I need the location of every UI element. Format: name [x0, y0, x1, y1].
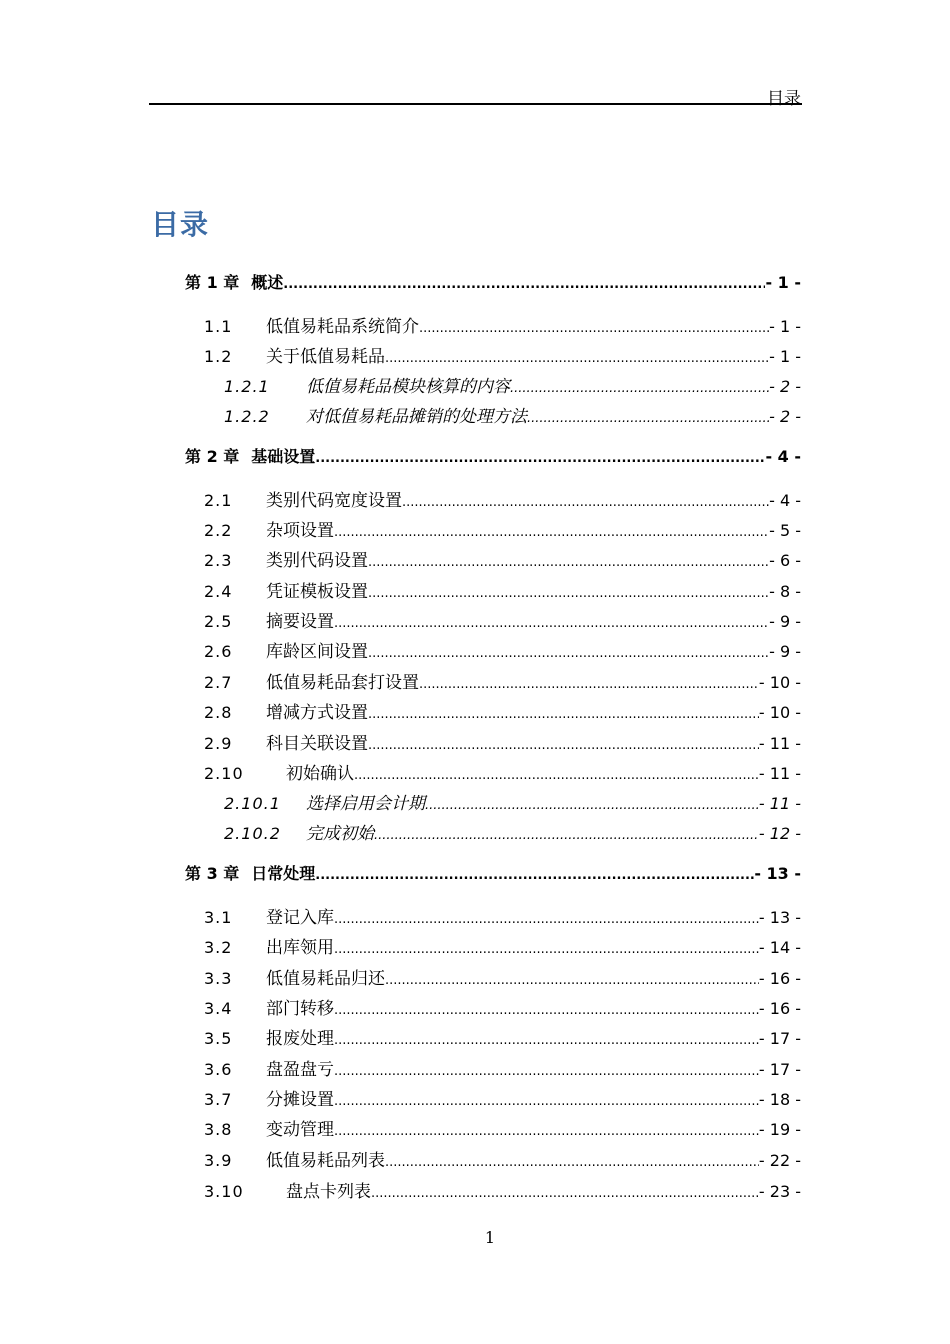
toc-entry-label: 类别代码设置	[266, 551, 368, 570]
toc-dot-leader	[402, 495, 769, 510]
toc-entry-section[interactable]	[204, 607, 801, 631]
toc-entry-label: 低值易耗品模块核算的内容	[306, 377, 510, 396]
toc-entry-page: - 5 -	[769, 521, 801, 540]
toc-dot-leader	[385, 973, 759, 988]
toc-entry-page: - 8 -	[769, 582, 801, 601]
toc-entry-page: - 1 -	[765, 273, 801, 292]
header-title: 目录	[767, 89, 801, 109]
toc-entry-number: 3.5	[204, 1029, 233, 1048]
toc-dot-leader	[315, 868, 754, 883]
toc-entry-page: - 6 -	[769, 551, 801, 570]
toc-entry-number: 2.10.1	[224, 794, 281, 813]
toc-dot-leader	[419, 677, 759, 692]
toc-entry-section[interactable]	[204, 698, 801, 722]
toc-entry-label: 库龄区间设置	[266, 642, 368, 661]
toc-entry-section[interactable]	[204, 933, 801, 957]
toc-entry-page: - 23 -	[758, 1182, 801, 1201]
toc-entry-label: 基础设置	[251, 447, 316, 466]
toc-entry-number: 3.3	[204, 969, 233, 988]
toc-entry-label: 摘要设置	[266, 612, 334, 631]
toc-entry-section[interactable]	[204, 1024, 801, 1048]
toc-entry-label: 报废处理	[266, 1029, 334, 1048]
toc-entry-section[interactable]	[204, 903, 801, 927]
toc-entry-page: - 1 -	[769, 317, 801, 336]
toc-entry-page: - 14 -	[758, 938, 801, 957]
toc-entry-page: - 18 -	[758, 1090, 801, 1109]
toc-dot-leader	[334, 525, 769, 540]
toc-entry-section[interactable]	[204, 486, 801, 510]
toc-entry-number: 2.10	[204, 764, 244, 783]
header-rule	[149, 103, 802, 105]
toc-dot-leader	[368, 646, 769, 661]
toc-entry-number: 3.9	[204, 1151, 233, 1170]
toc-entry-page: - 2 -	[769, 407, 801, 426]
toc-entry-label: 盘点卡列表	[286, 1182, 371, 1201]
toc-entry-page: - 13 -	[754, 864, 801, 883]
toc-entry-page: - 11 -	[758, 764, 801, 783]
toc-dot-leader	[334, 616, 769, 631]
toc-dot-leader	[315, 451, 765, 466]
toc-dot-leader	[368, 586, 769, 601]
toc-entry-label: 概述	[251, 273, 284, 292]
toc-entry-section[interactable]	[204, 1115, 801, 1139]
toc-dot-leader	[510, 381, 769, 396]
toc-entry-label: 出库领用	[266, 938, 334, 957]
toc-dot-leader	[368, 707, 759, 722]
toc-entry-number: 第 3 章	[185, 864, 240, 883]
toc-dot-leader	[371, 1186, 759, 1201]
toc-entry-number: 第 2 章	[185, 447, 240, 466]
toc-entry-number: 3.1	[204, 908, 233, 927]
toc-entry-page: - 16 -	[758, 999, 801, 1018]
toc-entry-page: - 16 -	[758, 969, 801, 988]
toc-dot-leader	[368, 738, 759, 753]
toc-entry-number: 2.9	[204, 734, 233, 753]
toc-dot-leader	[419, 321, 769, 336]
toc-entry-section[interactable]	[204, 994, 801, 1018]
toc-entry-section[interactable]	[204, 546, 801, 570]
toc-entry-label: 科目关联设置	[266, 734, 368, 753]
toc-entry-section[interactable]	[204, 516, 801, 540]
toc-entry-label: 日常处理	[251, 864, 316, 883]
toc-entry-page: - 10 -	[758, 673, 801, 692]
toc-entry-number: 1.2.1	[224, 377, 270, 396]
toc-entry-label: 类别代码宽度设置	[266, 491, 402, 510]
toc-entry-section[interactable]	[204, 668, 801, 692]
toc-entry-section[interactable]	[204, 759, 801, 783]
toc-entry-page: - 9 -	[769, 612, 801, 631]
toc-entry-number: 3.7	[204, 1090, 233, 1109]
toc-entry-page: - 17 -	[758, 1060, 801, 1079]
toc-entry-section[interactable]	[204, 342, 801, 366]
toc-entry-page: - 19 -	[758, 1120, 801, 1139]
toc-entry-page: - 17 -	[758, 1029, 801, 1048]
toc-entry-section[interactable]	[204, 964, 801, 988]
toc-entry-chapter[interactable]	[185, 270, 801, 294]
toc-entry-label: 分摊设置	[266, 1090, 334, 1109]
toc-entry-page: - 11 -	[758, 794, 801, 813]
toc-entry-number: 3.6	[204, 1060, 233, 1079]
toc-dot-leader	[334, 1033, 759, 1048]
toc-entry-label: 选择启用会计期	[306, 794, 425, 813]
toc-entry-number: 1.2	[204, 347, 233, 366]
toc-entry-section[interactable]	[204, 729, 801, 753]
toc-entry-section[interactable]	[204, 637, 801, 661]
toc-dot-leader	[527, 411, 769, 426]
toc-entry-chapter[interactable]	[185, 444, 801, 468]
toc-dot-leader	[385, 351, 769, 366]
toc-dot-leader	[354, 768, 759, 783]
toc-entry-number: 2.7	[204, 673, 233, 692]
toc-entry-page: - 11 -	[758, 734, 801, 753]
toc-dot-leader	[425, 798, 759, 813]
toc-dot-leader	[334, 1124, 759, 1139]
toc-entry-label: 低值易耗品系统简介	[266, 317, 419, 336]
toc-entry-number: 2.10.2	[224, 824, 281, 843]
toc-dot-leader	[368, 555, 769, 570]
toc-entry-label: 增减方式设置	[266, 703, 368, 722]
toc-dot-leader	[385, 1155, 759, 1170]
toc-entry-page: - 22 -	[758, 1151, 801, 1170]
toc-entry-page: - 4 -	[765, 447, 801, 466]
toc-entry-number: 2.8	[204, 703, 233, 722]
toc-dot-leader	[283, 277, 765, 292]
toc-entry-label: 变动管理	[266, 1120, 334, 1139]
toc-entry-number: 2.3	[204, 551, 233, 570]
toc-entry-section[interactable]	[204, 577, 801, 601]
toc-dot-leader	[334, 912, 759, 927]
toc-entry-page: - 1 -	[769, 347, 801, 366]
toc-entry-label: 对低值易耗品摊销的处理方法	[306, 407, 527, 426]
toc-title: 目录	[151, 208, 210, 241]
toc-entry-section[interactable]	[204, 1055, 801, 1079]
toc-entry-number: 3.2	[204, 938, 233, 957]
toc-dot-leader	[334, 1064, 759, 1079]
toc-entry-subsection[interactable]	[224, 789, 801, 813]
toc-entry-page: - 13 -	[758, 908, 801, 927]
toc-entry-number: 第 1 章	[185, 273, 240, 292]
toc-entry-page: - 9 -	[769, 642, 801, 661]
toc-entry-label: 杂项设置	[266, 521, 334, 540]
toc-entry-page: - 4 -	[769, 491, 801, 510]
toc-entry-page: - 10 -	[758, 703, 801, 722]
toc-entry-chapter[interactable]	[185, 861, 801, 885]
toc-entry-label: 完成初始	[306, 824, 374, 843]
toc-entry-label: 凭证模板设置	[266, 582, 368, 601]
toc-entry-number: 2.2	[204, 521, 233, 540]
toc-entry-number: 2.1	[204, 491, 233, 510]
toc-entry-subsection[interactable]	[224, 372, 801, 396]
toc-entry-subsection[interactable]	[224, 819, 801, 843]
toc-entry-label: 低值易耗品归还	[266, 969, 385, 988]
toc-entry-label: 低值易耗品套打设置	[266, 673, 419, 692]
toc-entry-label: 初始确认	[286, 764, 354, 783]
toc-entry-number: 2.5	[204, 612, 233, 631]
toc-entry-number: 2.6	[204, 642, 233, 661]
toc-entry-page: - 12 -	[758, 824, 801, 843]
toc-dot-leader	[334, 942, 759, 957]
toc-entry-number: 1.2.2	[224, 407, 270, 426]
toc-entry-label: 盘盈盘亏	[266, 1060, 334, 1079]
toc-entry-number: 3.8	[204, 1120, 233, 1139]
toc-entry-subsection[interactable]	[224, 402, 801, 426]
toc-entry-label: 部门转移	[266, 999, 334, 1018]
toc-entry-number: 1.1	[204, 317, 233, 336]
toc-entry-number: 3.10	[204, 1182, 244, 1201]
toc-entry-page: - 2 -	[769, 377, 801, 396]
page-number: 1	[484, 1228, 496, 1247]
toc-entry-label: 登记入库	[266, 908, 334, 927]
toc-entry-label: 关于低值易耗品	[266, 347, 385, 366]
toc-entry-section[interactable]	[204, 1085, 801, 1109]
toc-dot-leader	[334, 1094, 759, 1109]
toc-entry-section[interactable]	[204, 1146, 801, 1170]
toc-entry-section[interactable]	[204, 1177, 801, 1201]
toc-dot-leader	[334, 1003, 759, 1018]
toc-entry-number: 3.4	[204, 999, 233, 1018]
toc-entry-section[interactable]	[204, 312, 801, 336]
toc-dot-leader	[374, 828, 759, 843]
toc-entry-label: 低值易耗品列表	[266, 1151, 385, 1170]
toc-entry-number: 2.4	[204, 582, 233, 601]
